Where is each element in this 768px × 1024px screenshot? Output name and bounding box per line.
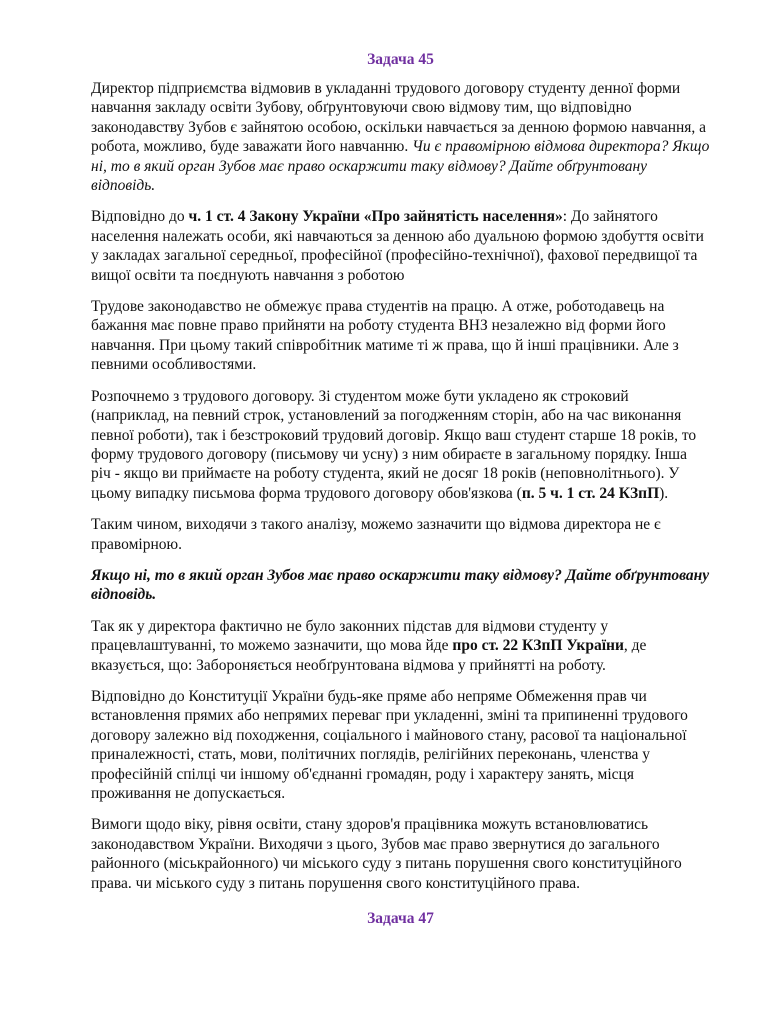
task-statement [91, 79, 710, 195]
repeated-question: Якщо ні, то в який орган Зубов має право оскаржити таку відмову? Дайте обґрунтовану відповідь. [91, 566, 710, 604]
task-question: Чи є правомірною відмова директора? Якщо ні, то в який орган Зубов має право оскаржити таку відмову? Дайте обґрунтовану відповідь. [91, 138, 710, 195]
task-statement-text: Директор підприємства відмовив в укладанні трудового договору студенту денної форми навчання закладу освіти Зубову, обґрунтовуючи свою відмову тим, що відповідно законодавству Зубов є зайнятою особою, оскільки навчається за денною формою навчання, а робота, можливо, буде заважати його навчанню. [91, 80, 707, 156]
task-title-47: Задача 47 [367, 910, 434, 928]
paragraph-constitution: Відповідно до Конституції України будь-яке пряме або непряме Обмеження прав чи встановлення прямих або непрямих переваг при укладенні, зміні та припиненні трудового договору залежно від походження, соціального і майнового стану, расової та національної приналежності, стать, мови, політичних поглядів, релігійних переконань, членства у професійній спілці чи іншому об'єднанні громадян, роду і характеру занять, місця проживання не допускається. [91, 687, 688, 802]
paragraph-article-22 [91, 617, 710, 675]
paragraph-law-reference [91, 207, 710, 285]
law-citation: п. 5 ч. 1 ст. 24 КЗпП [521, 484, 660, 502]
paragraph-text: Відповідно до [91, 208, 189, 226]
law-citation: ч. 1 ст. 4 Закону України «Про зайнятість населення» [188, 208, 563, 226]
paragraph-text: Так як у директора фактично не було законних підстав для відмови студенту у працевлаштуванні, то можемо зазначити, що мова йде [91, 617, 609, 655]
paragraph-text: , де вказується, що: Забороняється необґрунтована відмова у прийнятті на роботу. [91, 637, 647, 674]
paragraph-text: ). [659, 484, 669, 502]
paragraph-text: : До зайнятого населення належать особи, які навчаються за денною або дуальною формою здобуття освіти у закладах загальної середньої, професійної (професійно-технічної), фахової передвищої та вищої освіти та поєднують навчання з роботою [91, 208, 704, 284]
paragraph-conclusion: Таким чином, виходячи з такого аналізу, можемо зазначити що відмова директора не є правомірною. [91, 516, 661, 553]
task-title-45: Задача 45 [367, 51, 434, 68]
paragraph-employment-contract [91, 387, 710, 503]
paragraph-labor-rights: Трудове законодавство не обмежує права студентів на працю. А отже, роботодавець на бажання має повне право прийняти на роботу студента ВНЗ незалежно від форми його навчання. При цьому такий співробітник матиме ті ж права, що й інші працівники. Але з певними особливостями. [91, 298, 679, 374]
paragraph-court-appeal: Вимоги щодо віку, рівня освіти, стану здоров'я працівника можуть встановлюватись законодавством України. Виходячи з цього, Зубов має право звернутися до загального районного (міськрайонного) чи міського суду з питань порушення свого конституційного права. чи міського суду з питань порушення свого конституційного права. [91, 816, 682, 892]
paragraph-text: Розпочнемо з трудового договору. Зі студентом може бути укладено як строковий (наприклад, на певний строк, установлений за погодженням сторін, або на час виконання певної роботи), так і безстроковий трудовий договір. Якщо ваш студент старше 18 років, то форму трудового договору (письмову чи усну) з ним обираєте в загальному порядку. Інша річ - якщо ви приймаєте на роботу студента, який не досяг 18 років (неповнолітнього). У цьому випадку письмова форма трудового договору обов'язкова ( [91, 387, 697, 502]
law-citation: про ст. 22 КЗпП України [452, 637, 624, 655]
